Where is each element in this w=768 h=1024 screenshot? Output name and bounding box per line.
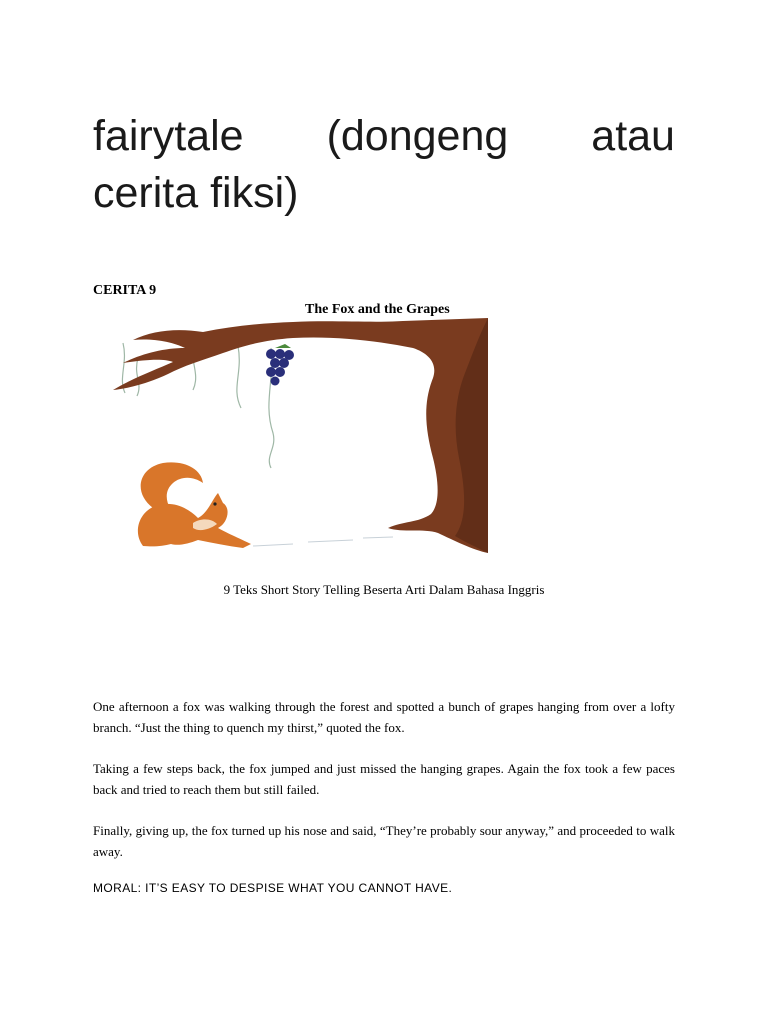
ground-lines xyxy=(253,537,393,546)
fox-and-grapes-illustration xyxy=(93,318,490,561)
grapes-bunch xyxy=(266,344,294,386)
story-moral: MORAL: IT’S EASY TO DESPISE WHAT YOU CANNOT HAVE. xyxy=(93,881,453,895)
story-paragraph: Taking a few steps back, the fox jumped and just missed the hanging grapes. Again the fox took a few paces back and tried to reach them but still failed. xyxy=(93,761,675,797)
story-paragraph: Finally, giving up, the fox turned up his nose and said, “They’re probably sour anyway,” and proceeded to walk away. xyxy=(93,823,675,859)
heading-word: (dongeng xyxy=(326,112,509,160)
heading-word: atau xyxy=(591,112,675,160)
heading-word: fairytale xyxy=(93,112,244,160)
heading-line-2: cerita fiksi) xyxy=(93,169,299,217)
story-title: The Fox and the Grapes xyxy=(305,302,450,317)
story-paragraph: One afternoon a fox was walking through the forest and spotted a bunch of grapes hanging from over a lofty branch. “Just the thing to quench my thirst,” quoted the fox. xyxy=(93,699,675,735)
heading-line-1 xyxy=(93,108,675,165)
image-caption: 9 Teks Short Story Telling Beserta Arti Dalam Bahasa Inggris xyxy=(223,582,545,597)
story-label: CERITA 9 xyxy=(93,283,157,298)
fox xyxy=(138,462,251,548)
page-heading xyxy=(93,108,675,222)
